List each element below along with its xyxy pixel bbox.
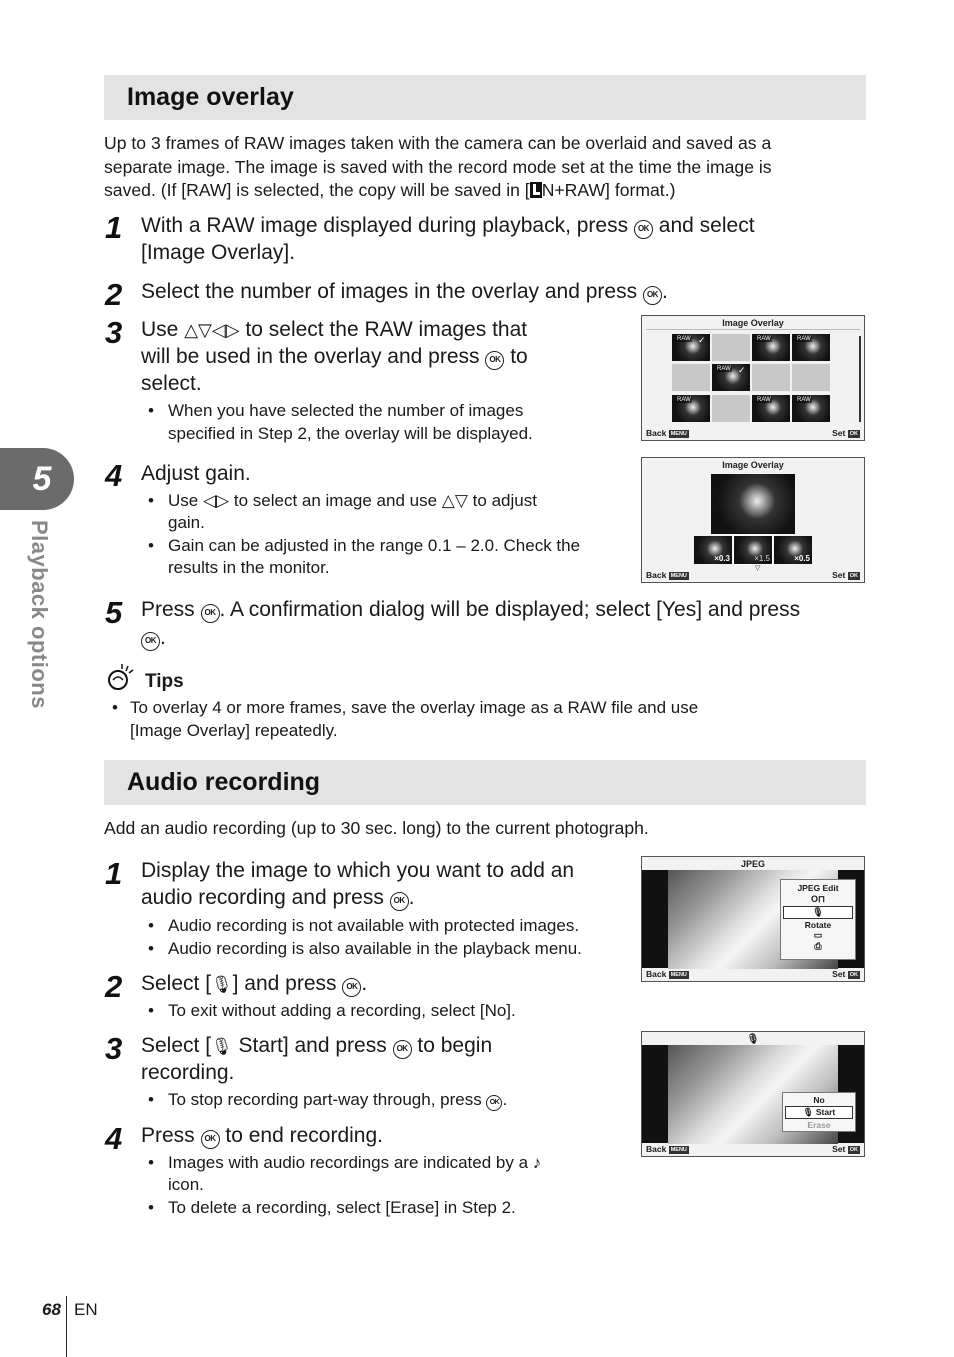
large-normal-quality-icon bbox=[530, 182, 542, 198]
ok-button-icon: OK bbox=[849, 431, 858, 437]
ok-button-icon: OK bbox=[390, 892, 409, 911]
raw-thumbnail[interactable]: RAW bbox=[672, 395, 710, 422]
step-number: 5 bbox=[105, 595, 123, 630]
menu-button-icon: MENU bbox=[670, 573, 687, 579]
step-number: 2 bbox=[105, 277, 123, 312]
intro-line: Up to 3 frames of RAW images taken with the camera can be overlaid and saved as a bbox=[104, 133, 772, 153]
raw-thumbnail[interactable]: RAW ✓ bbox=[712, 364, 750, 391]
step-number: 2 bbox=[105, 969, 123, 1004]
step-text: Display the image to which you want to add an bbox=[141, 859, 575, 882]
microphone-icon: 🎙︎ bbox=[211, 975, 233, 994]
menu-item-no[interactable]: No bbox=[813, 1095, 825, 1105]
step-text: Press OK to end recording. bbox=[141, 1124, 383, 1147]
ok-button-icon: OK bbox=[849, 1147, 858, 1153]
microphone-icon: 🎙︎ bbox=[802, 1107, 814, 1117]
chapter-label: Playback options bbox=[27, 520, 52, 709]
tips-label: Tips bbox=[145, 671, 184, 692]
menu-item-rotate[interactable]: Rotate bbox=[804, 920, 832, 930]
down-arrow-icon: ▽ bbox=[755, 565, 761, 572]
chapter-number: 5 bbox=[32, 460, 52, 498]
step-number: 4 bbox=[105, 1121, 123, 1156]
empty-slot bbox=[752, 364, 790, 391]
scrollbar[interactable] bbox=[859, 336, 861, 422]
step-text: select. bbox=[141, 372, 202, 395]
check-icon: ✓ bbox=[738, 365, 746, 375]
step-text: Select the number of images in the overlay and press OK . bbox=[141, 280, 668, 303]
page-number: 68 bbox=[42, 1300, 61, 1319]
slideshow-icon[interactable]: ▭ bbox=[813, 930, 823, 940]
ok-button-icon: OK bbox=[634, 220, 653, 239]
menu-item-erase[interactable]: Erase bbox=[807, 1120, 831, 1130]
camera-screen-overlay-gain: Image Overlay ×0.3 ×1.5 ×0.5 ▽ Back MENU Set OK bbox=[641, 457, 865, 583]
step-number: 4 bbox=[105, 458, 123, 493]
step-text: recording. bbox=[141, 1061, 235, 1084]
step-text: Press OK . A confirmation dialog will be displayed; select [Yes] and press bbox=[141, 598, 801, 621]
empty-slot bbox=[712, 395, 750, 422]
raw-thumbnail[interactable]: RAW bbox=[792, 395, 830, 422]
menu-button-icon: MENU bbox=[670, 972, 687, 978]
camera-screen-audio-menu: 🎙︎ No 🎙︎ Start Erase Back MENU Set OK bbox=[641, 1031, 865, 1157]
microphone-icon: 🎙︎ bbox=[746, 1034, 760, 1045]
raw-thumbnail[interactable]: RAW bbox=[752, 395, 790, 422]
step-text: [Image Overlay]. bbox=[141, 241, 296, 264]
ok-button-icon: OK bbox=[201, 1130, 220, 1149]
camera-screen-overlay-select: Image Overlay RAW ✓ RAW RAW RAW ✓ RAW RAW RAW Back MENU Set OK bbox=[641, 315, 865, 441]
print-icon[interactable]: ⎙ bbox=[814, 941, 822, 951]
gain-thumbnail[interactable]: ×0.5 bbox=[774, 536, 812, 564]
tips-icon bbox=[104, 662, 138, 694]
playback-menu bbox=[780, 879, 856, 960]
microphone-icon[interactable]: 🎙︎ bbox=[783, 906, 853, 919]
screen-title: JPEG bbox=[740, 859, 765, 869]
menu-button-icon: MENU bbox=[670, 431, 687, 437]
section-title: Audio recording bbox=[127, 768, 321, 796]
empty-slot bbox=[792, 364, 830, 391]
screen-title: Image Overlay bbox=[722, 318, 784, 328]
ok-button-icon: OK bbox=[393, 1040, 412, 1059]
key-protect-icon[interactable]: O⊓ bbox=[810, 894, 826, 904]
step-text: OK . bbox=[141, 624, 166, 651]
audio-menu bbox=[782, 1092, 856, 1132]
step-text: Use △▽◁▷ to select the RAW images that bbox=[141, 318, 528, 341]
ok-button-icon: OK bbox=[643, 286, 662, 305]
step-text: audio recording and press OK . bbox=[141, 886, 415, 909]
ok-button-icon: OK bbox=[141, 632, 160, 651]
menu-button-icon: MENU bbox=[670, 1147, 687, 1153]
step-text: will be used in the overlay and press OK to bbox=[141, 345, 528, 368]
menu-item-jpeg-edit[interactable]: JPEG Edit bbox=[797, 883, 839, 893]
ok-button-icon: OK bbox=[486, 1095, 502, 1111]
left-right-keys-icon: ◁▷ bbox=[202, 491, 230, 510]
intro-line: separate image. The image is saved with the record mode set at the time the image is bbox=[104, 157, 772, 177]
step-number: 3 bbox=[105, 315, 123, 350]
gain-thumbnail-selected[interactable]: ×1.5 bbox=[734, 536, 772, 564]
ok-button-icon: OK bbox=[342, 978, 361, 997]
footer-divider bbox=[66, 1296, 67, 1357]
arrow-keys-icon: △▽◁▷ bbox=[184, 320, 240, 340]
step-text: Select [🎙︎ Start] and press OK to begin bbox=[141, 1034, 493, 1057]
overlay-preview bbox=[711, 474, 795, 534]
music-note-icon: ♪ bbox=[532, 1153, 542, 1172]
microphone-icon: 🎙︎ bbox=[211, 1037, 233, 1056]
check-icon: ✓ bbox=[698, 335, 706, 345]
step-number: 1 bbox=[105, 856, 123, 891]
intro-line: Add an audio recording (up to 30 sec. long) to the current photograph. bbox=[104, 818, 649, 838]
step-text: Select [🎙︎] and press OK . bbox=[141, 972, 368, 995]
section-title: Image overlay bbox=[127, 83, 294, 111]
step-text: With a RAW image displayed during playback, press OK and select bbox=[141, 214, 755, 237]
raw-thumbnail[interactable]: RAW bbox=[792, 334, 830, 361]
ok-button-icon: OK bbox=[201, 604, 220, 623]
empty-slot bbox=[672, 364, 710, 391]
language-code: EN bbox=[74, 1300, 98, 1319]
ok-button-icon: OK bbox=[849, 972, 858, 978]
ok-button-icon: OK bbox=[849, 573, 858, 579]
screen-title: Image Overlay bbox=[722, 460, 784, 470]
gain-thumbnail[interactable]: ×0.3 bbox=[694, 536, 732, 564]
empty-slot bbox=[712, 334, 750, 361]
step-number: 3 bbox=[105, 1031, 123, 1066]
step-text: Adjust gain. bbox=[141, 462, 251, 485]
menu-item-start[interactable]: 🎙︎ Start bbox=[785, 1106, 853, 1119]
raw-thumbnail[interactable]: RAW ✓ bbox=[672, 334, 710, 361]
step-number: 1 bbox=[105, 210, 123, 245]
ok-button-icon: OK bbox=[485, 351, 504, 370]
raw-thumbnail[interactable]: RAW bbox=[752, 334, 790, 361]
camera-screen-jpeg-menu: JPEG JPEG Edit O⊓ 🎙︎ Rotate ▭ ⎙ Back MENU Set OK bbox=[641, 856, 865, 982]
up-down-keys-icon: △▽ bbox=[441, 491, 468, 510]
intro-line: saved. (If [RAW] is selected, the copy will be saved in [ N+RAW] format.) bbox=[104, 180, 676, 200]
